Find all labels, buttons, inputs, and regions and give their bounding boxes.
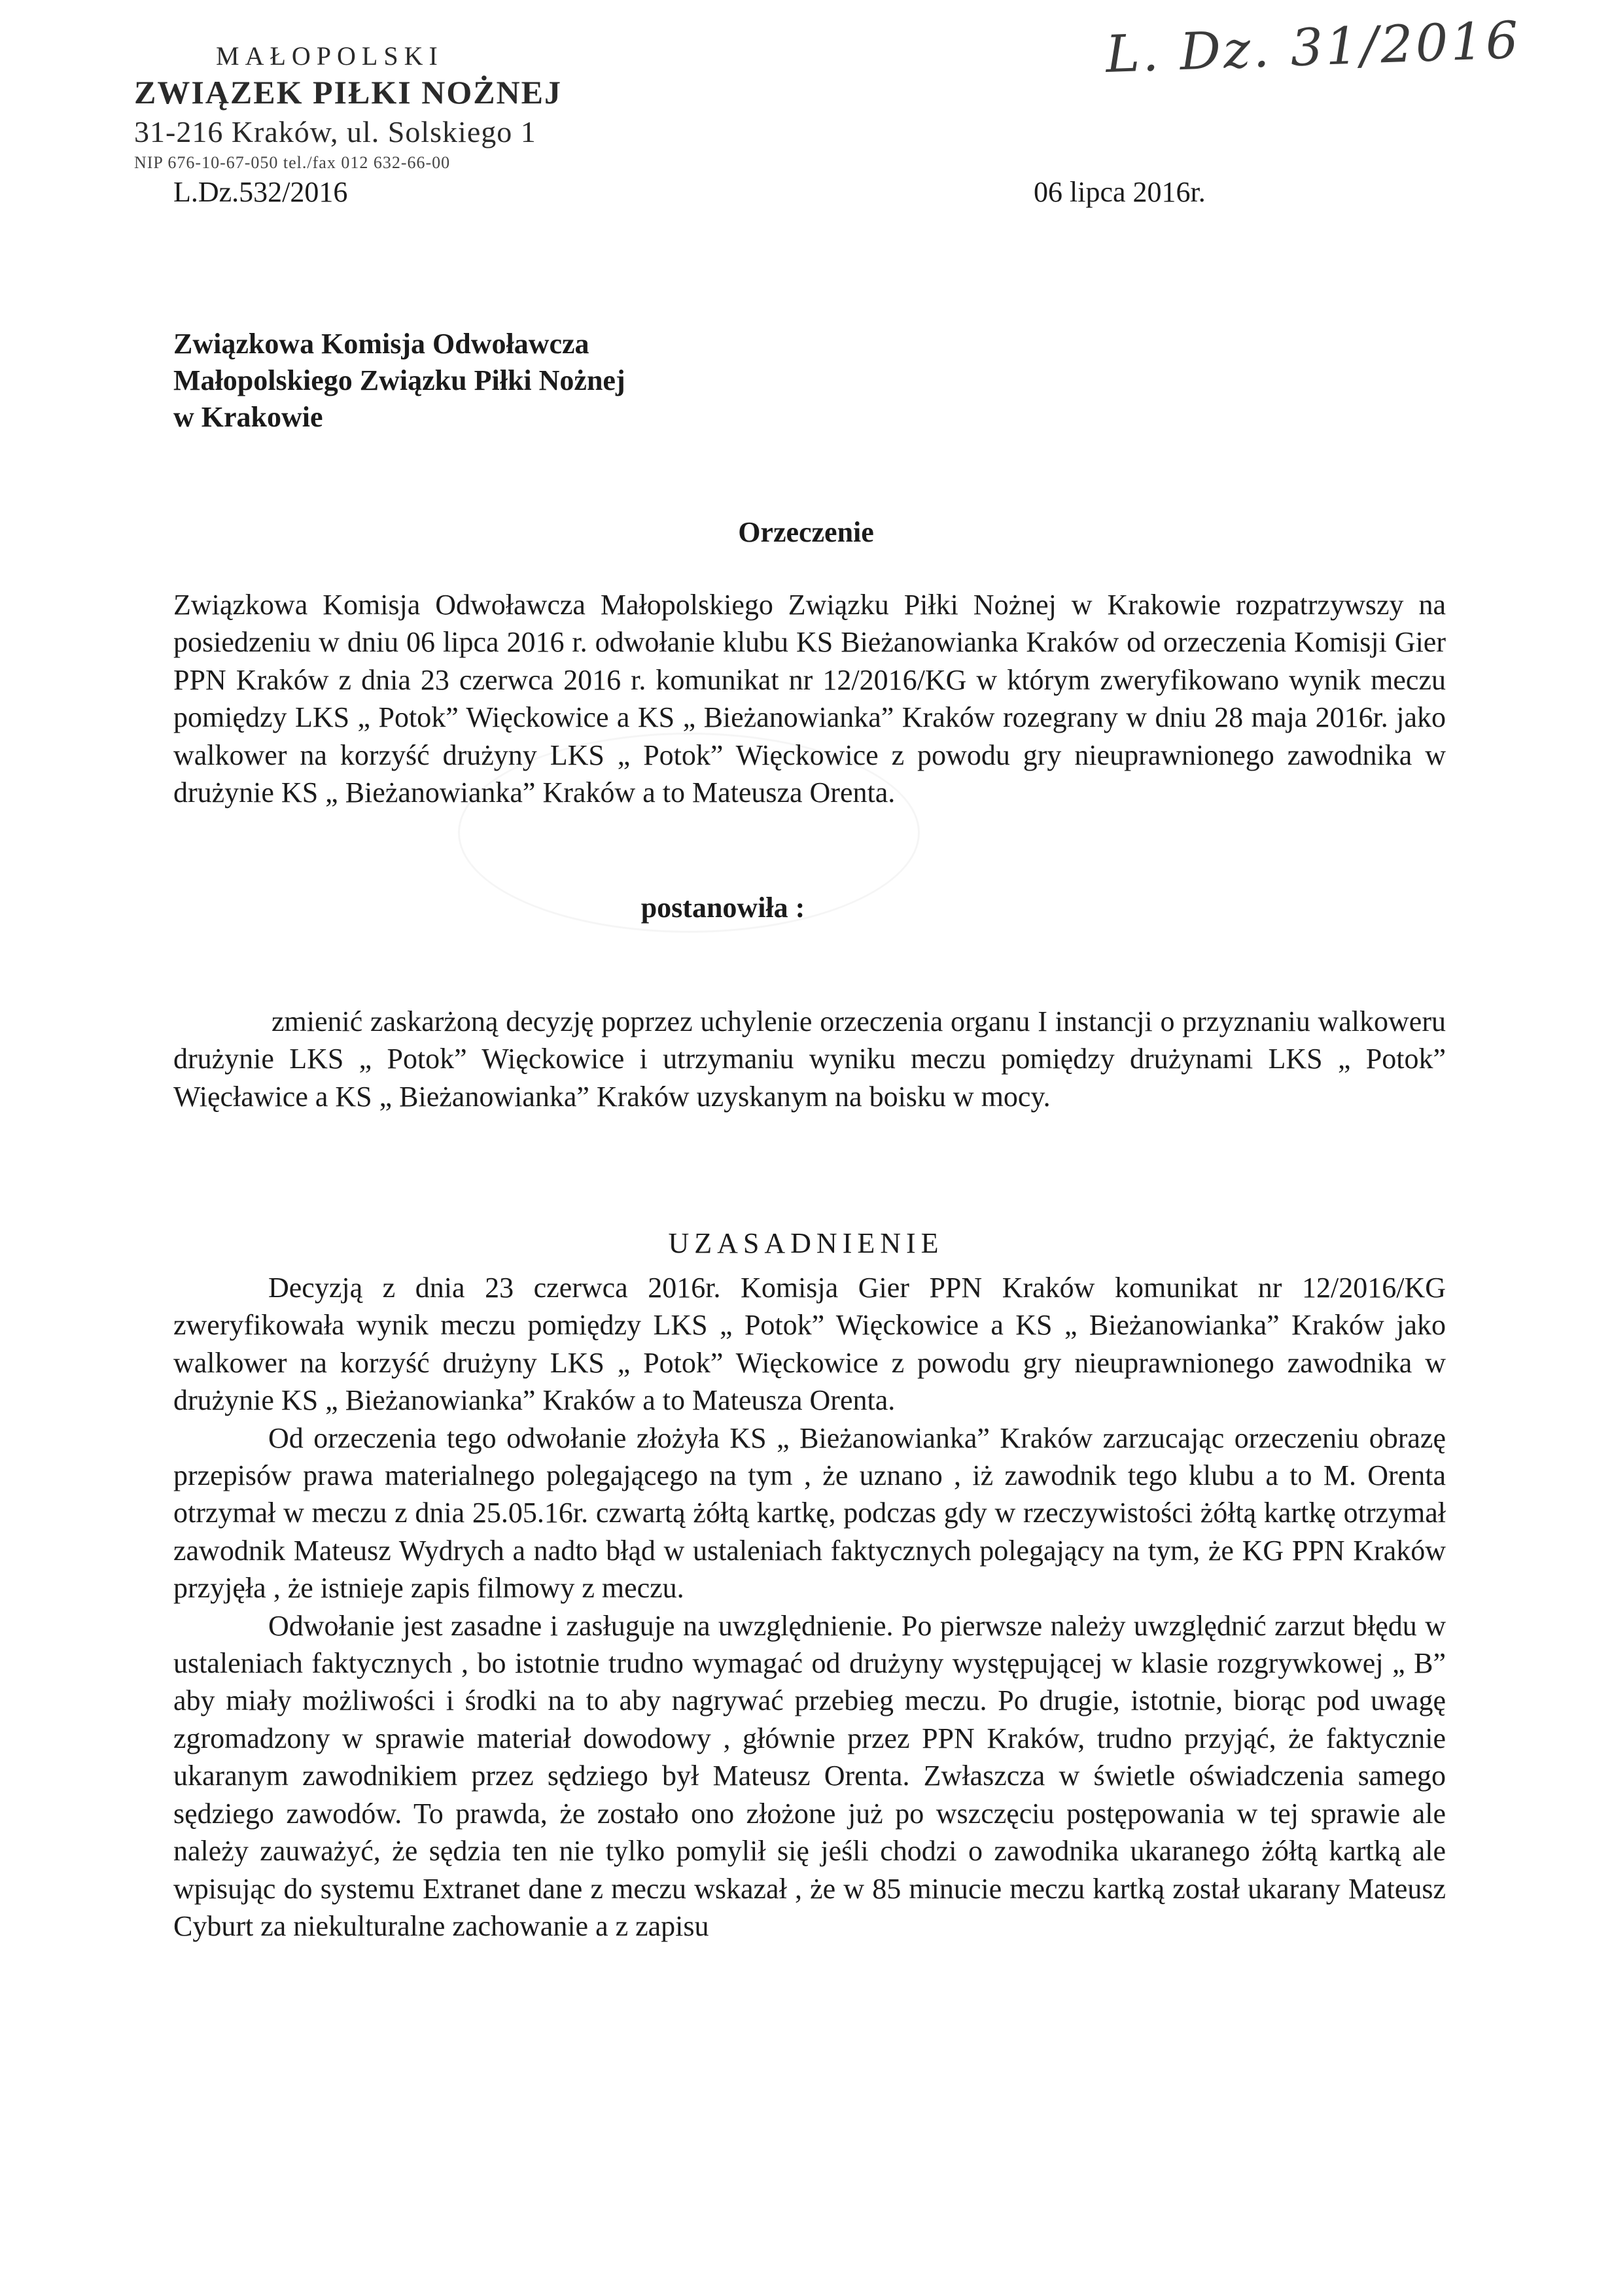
letterhead-address: 31-216 Kraków, ul. Solskiego 1 xyxy=(134,115,536,148)
reference-number: L.Dz.532/2016 xyxy=(173,176,348,208)
heading-postanowila: postanowiła : xyxy=(640,892,805,924)
decision-section xyxy=(173,1003,1446,1115)
intro-paragraph: Związkowa Komisja Odwoławcza Małopolskiego Związku Piłki Nożnej w Krakowie rozpatrzywszy na posiedzeniu w dniu 06 lipca 2016 r. odwołanie klubu KS Bieżanowianka Kraków od orzeczenia Komisji Gier PPN Kraków z dnia 23 czerwca 2016 r. komunikat nr 12/2016/KG w którym zweryfikowano wynik meczu pomiędzy LKS „ Potok” Więckowice a KS „ Bieżanowianka” Kraków rozegrany w dniu 28 maja 2016r. jako walkower na korzyść drużyny LKS „ Potok” Więckowice z powodu gry nieuprawnionego zawodnika w drużynie KS „ Bieżanowianka” Kraków a to Mateusza Orenta. xyxy=(173,589,1446,809)
handwritten-reference: L. Dz. 31/2016 xyxy=(1104,10,1522,85)
letterhead-line-1: MAŁOPOLSKI xyxy=(216,41,444,71)
justification-paragraph: Odwołanie jest zasadne i zasługuje na uwzględnienie. Po pierwsze należy uwzględnić zarzut błędu w ustaleniach faktycznych , bo istotnie trudno wymagać od drużyny występującej w klasie rozgrywkowej „ B” aby miały możliwości i środki na to aby nagrywać przebieg meczu. Po drugie, istotnie, biorąc pod uwagę zgromadzony w sprawie materiał dowodowy , głównie przez PPN Kraków, trudno przyjąć, że faktycznie ukaranym zawodnikiem przez sędziego był Mateusz Orenta. Zwłaszcza w świetle oświadczenia samego sędziego zawodów. To prawda, że zostało ono złożone już po wszczęciu postępowania w tej sprawie ale należy zauważyć, że sędzia ten nie tylko pomylił się jeśli chodzi o zawodnika ukaranego żółtą kartką ale wpisując do systemu Extranet dane z meczu wskazał , że w 85 minucie meczu kartką został ukarany Mateusz Cyburt za niekulturalne zachowanie a z zapisu xyxy=(173,1609,1446,1942)
letterhead-organization: ZWIĄZEK PIŁKI NOŻNEJ xyxy=(134,74,563,111)
letterhead-contact: NIP 676-10-67-050 tel./fax 012 632-66-00 xyxy=(134,153,451,172)
addressee-block xyxy=(173,326,625,436)
intro-section xyxy=(173,586,1446,811)
heading-orzeczenie: Orzeczenie xyxy=(738,516,874,548)
addressee-line: w Krakowie xyxy=(173,401,323,433)
decision-paragraph: zmienić zaskarżoną decyzję poprzez uchylenie orzeczenia organu I instancji o przyznaniu walkoweru drużynie LKS „ Potok” Więckowice i utrzymaniu wyniku meczu pomiędzy drużynami LKS „ Potok” Więcławice a KS „ Bieżanowianka” Kraków uzyskanym na boisku w mocy. xyxy=(173,1005,1446,1113)
addressee-line: Związkowa Komisja Odwoławcza xyxy=(173,328,589,360)
justification-section xyxy=(173,1269,1446,1945)
addressee-line: Małopolskiego Związku Piłki Nożnej xyxy=(173,364,625,396)
justification-paragraph: Decyzją z dnia 23 czerwca 2016r. Komisja Gier PPN Kraków komunikat nr 12/2016/KG zweryfikowała wynik meczu pomiędzy LKS „ Potok” Więckowice a KS „ Bieżanowianka” Kraków jako walkower na korzyść drużyny LKS „ Potok” Więckowice z powodu gry nieuprawnionego zawodnika w drużynie KS „ Bieżanowianka” Kraków a to Mateusza Orenta. xyxy=(173,1272,1446,1417)
heading-uzasadnienie: UZASADNIENIE xyxy=(668,1227,944,1259)
document-date: 06 lipca 2016r. xyxy=(1034,176,1206,208)
justification-paragraph: Od orzeczenia tego odwołanie złożyła KS „ Bieżanowianka” Kraków zarzucając orzeczeniu obrazę przepisów prawa materialnego polegającego na tym , że uznano , iż zawodnik tego klubu a to M. Orenta otrzymał w meczu z dnia 25.05.16r. czwartą żółtą kartkę, podczas gdy w rzeczywistości żółtą kartkę otrzymał zawodnik Mateusz Wydrych a nadto błąd w ustaleniach faktycznych polegający na tym, że KG PPN Kraków przyjęła , że istnieje zapis filmowy z meczu. xyxy=(173,1421,1446,1605)
